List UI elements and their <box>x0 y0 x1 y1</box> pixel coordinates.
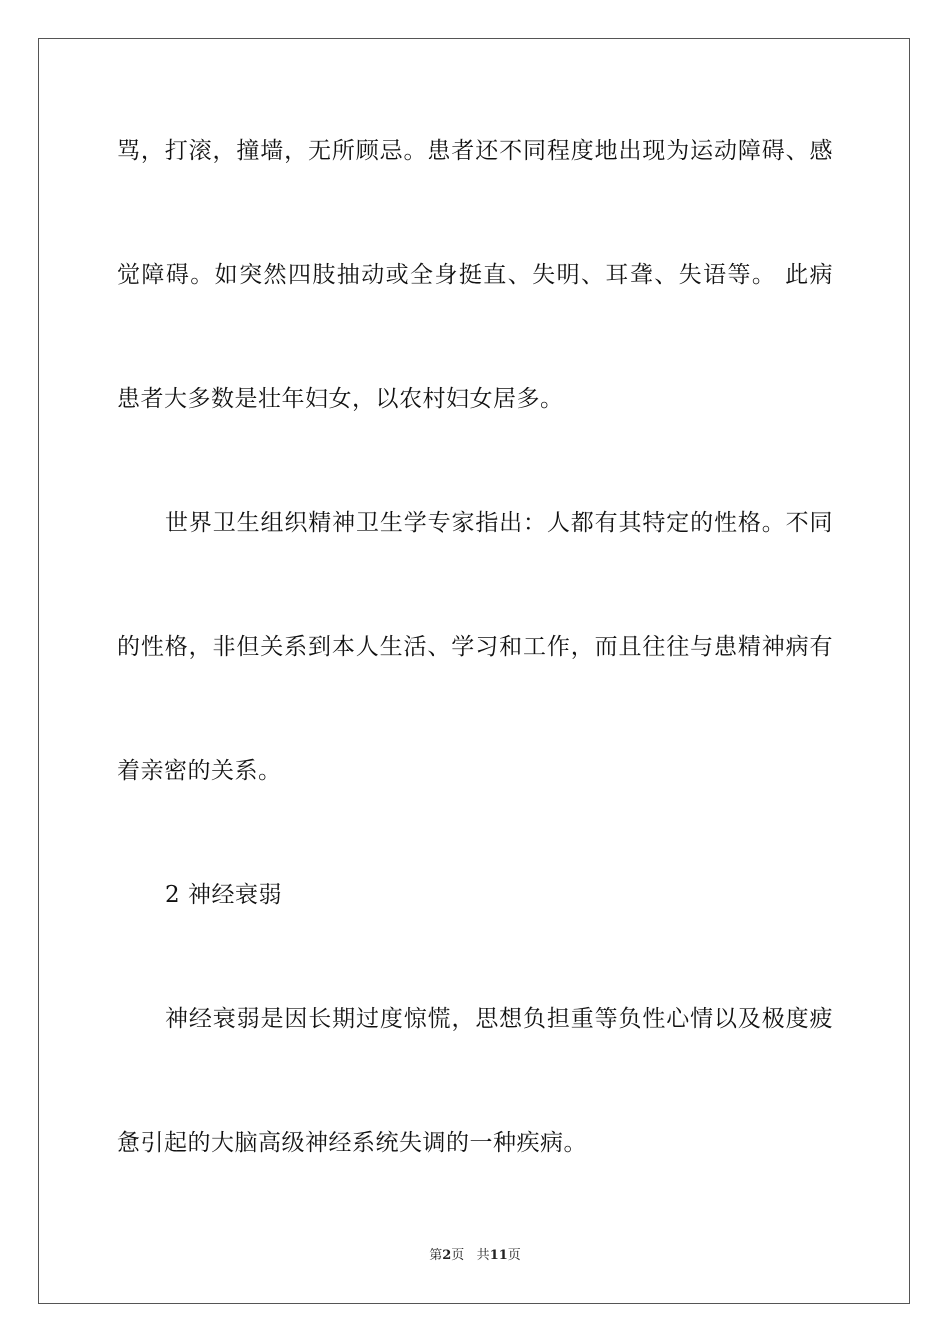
footer-page-prefix: 第 <box>429 1248 443 1263</box>
footer-total-prefix: 共 <box>476 1248 490 1263</box>
text-line-6: 着亲密的关系。 <box>117 758 282 784</box>
text-line-2: 觉障碍。如突然四肢抽动或全身挺直、失明、耳聋、失语等。 此病 <box>117 262 833 288</box>
page-border <box>38 38 910 1304</box>
text-line-4: 世界卫生组织精神卫生学专家指出：人都有其特定的性格。不同 <box>165 510 833 536</box>
text-line-5: 的性格，非但关系到本人生活、学习和工作，而且往往与患精神病有 <box>117 634 833 660</box>
text-line-1: 骂，打滚，撞墙，无所顾忌。患者还不同程度地出现为运动障碍、感 <box>117 138 833 164</box>
footer-page-suffix: 页 <box>451 1248 465 1263</box>
text-line-9: 惫引起的大脑高级神经系统失调的一种疾病。 <box>117 1130 587 1156</box>
text-line-8: 神经衰弱是因长期过度惊慌，思想负担重等负性心情以及极度疲 <box>165 1006 833 1032</box>
footer-page-number: 2 <box>442 1248 452 1263</box>
footer-total-pages: 11 <box>489 1248 508 1263</box>
text-line-3: 患者大多数是壮年妇女，以农村妇女居多。 <box>117 386 564 412</box>
footer-total-suffix: 页 <box>507 1248 521 1263</box>
page-footer <box>0 1247 950 1265</box>
section-heading: 2 神经衰弱 <box>165 882 282 908</box>
